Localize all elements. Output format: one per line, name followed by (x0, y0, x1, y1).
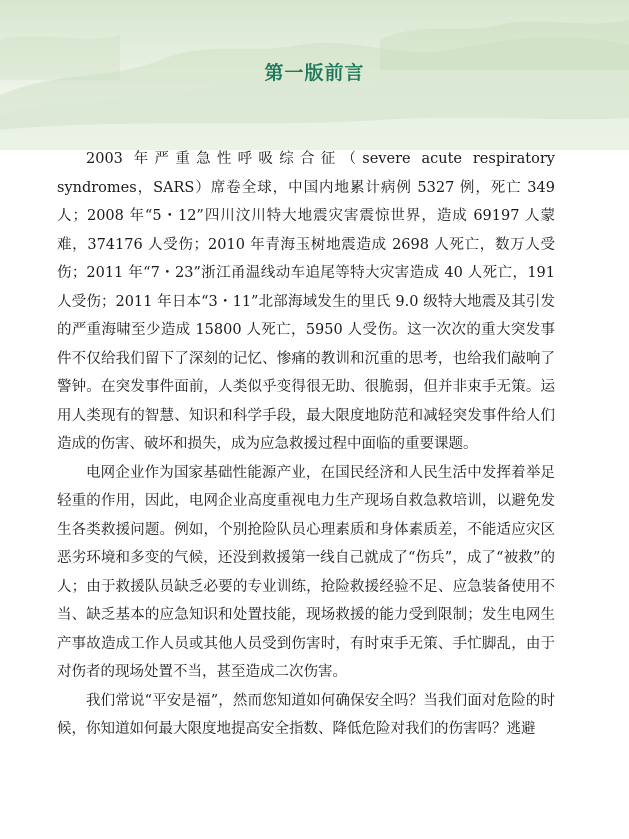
paragraph-3: 我们常说“平安是福”，然而您知道如何确保安全吗？当我们面对危险的时候，你知道如何最大限度地提高安全指数、降低危险对我们的伤害吗？逃避 (57, 692, 555, 737)
paragraph-2: 电网企业作为国家基础性能源产业，在国民经济和人民生活中发挥着举足轻重的作用，因此，电网企业高度重视电力生产现场自救急救培训，以避免发生各类救援问题。例如，个别抢险队员心理素质和身体素质差，不能适应灾区恶劣环境和多变的气候，还没到救援第一线自己就成了“伤兵”，成了“被救”的人；由于救援队员缺乏必要的专业训练，抢险救援经验不足、应急装备使用不当、缺乏基本的应急知识和处置技能，现场救援的能力受到限制；发生电网生产事故造成工作人员或其他人员受到伤害时，有时束手无策、手忙脚乱，由于对伤者的现场处置不当，甚至造成二次伤害。 (57, 464, 555, 680)
preface-body (57, 145, 555, 744)
page-title: 第一版前言 (264, 62, 365, 84)
paragraph-1: 2003 年严重急性呼吸综合征（severe acute respiratory syndromes，SARS）席卷全球，中国内地累计病例 5327 例，死亡 349 人；2008 年“5・12”四川汶川特大地震灾害震惊世界，造成 69197 人蒙难，374176 人受伤；2010 年青海玉树地震造成 2698 人死亡，数万人受伤；2011 年“7・23”浙江甬温线动车追尾等特大灾害造成 40 人死亡，191 人受伤；2011 年日本“3・11”北部海域发生的里氏 9.0 级特大地震及其引发的严重海啸至少造成 15800 人死亡，5950 人受伤。这一次次的重大突发事件不仅给我们留下了深刻的记忆、惨痛的教训和沉重的思考，也给我们敲响了警钟。在突发事件面前，人类似乎变得很无助、很脆弱，但并非束手无策。运用人类现有的智慧、知识和科学手段，最大限度地防范和减轻突发事件给人们造成的伤害、破坏和损失，成为应急救援过程中面临的重要课题。 (57, 151, 555, 452)
